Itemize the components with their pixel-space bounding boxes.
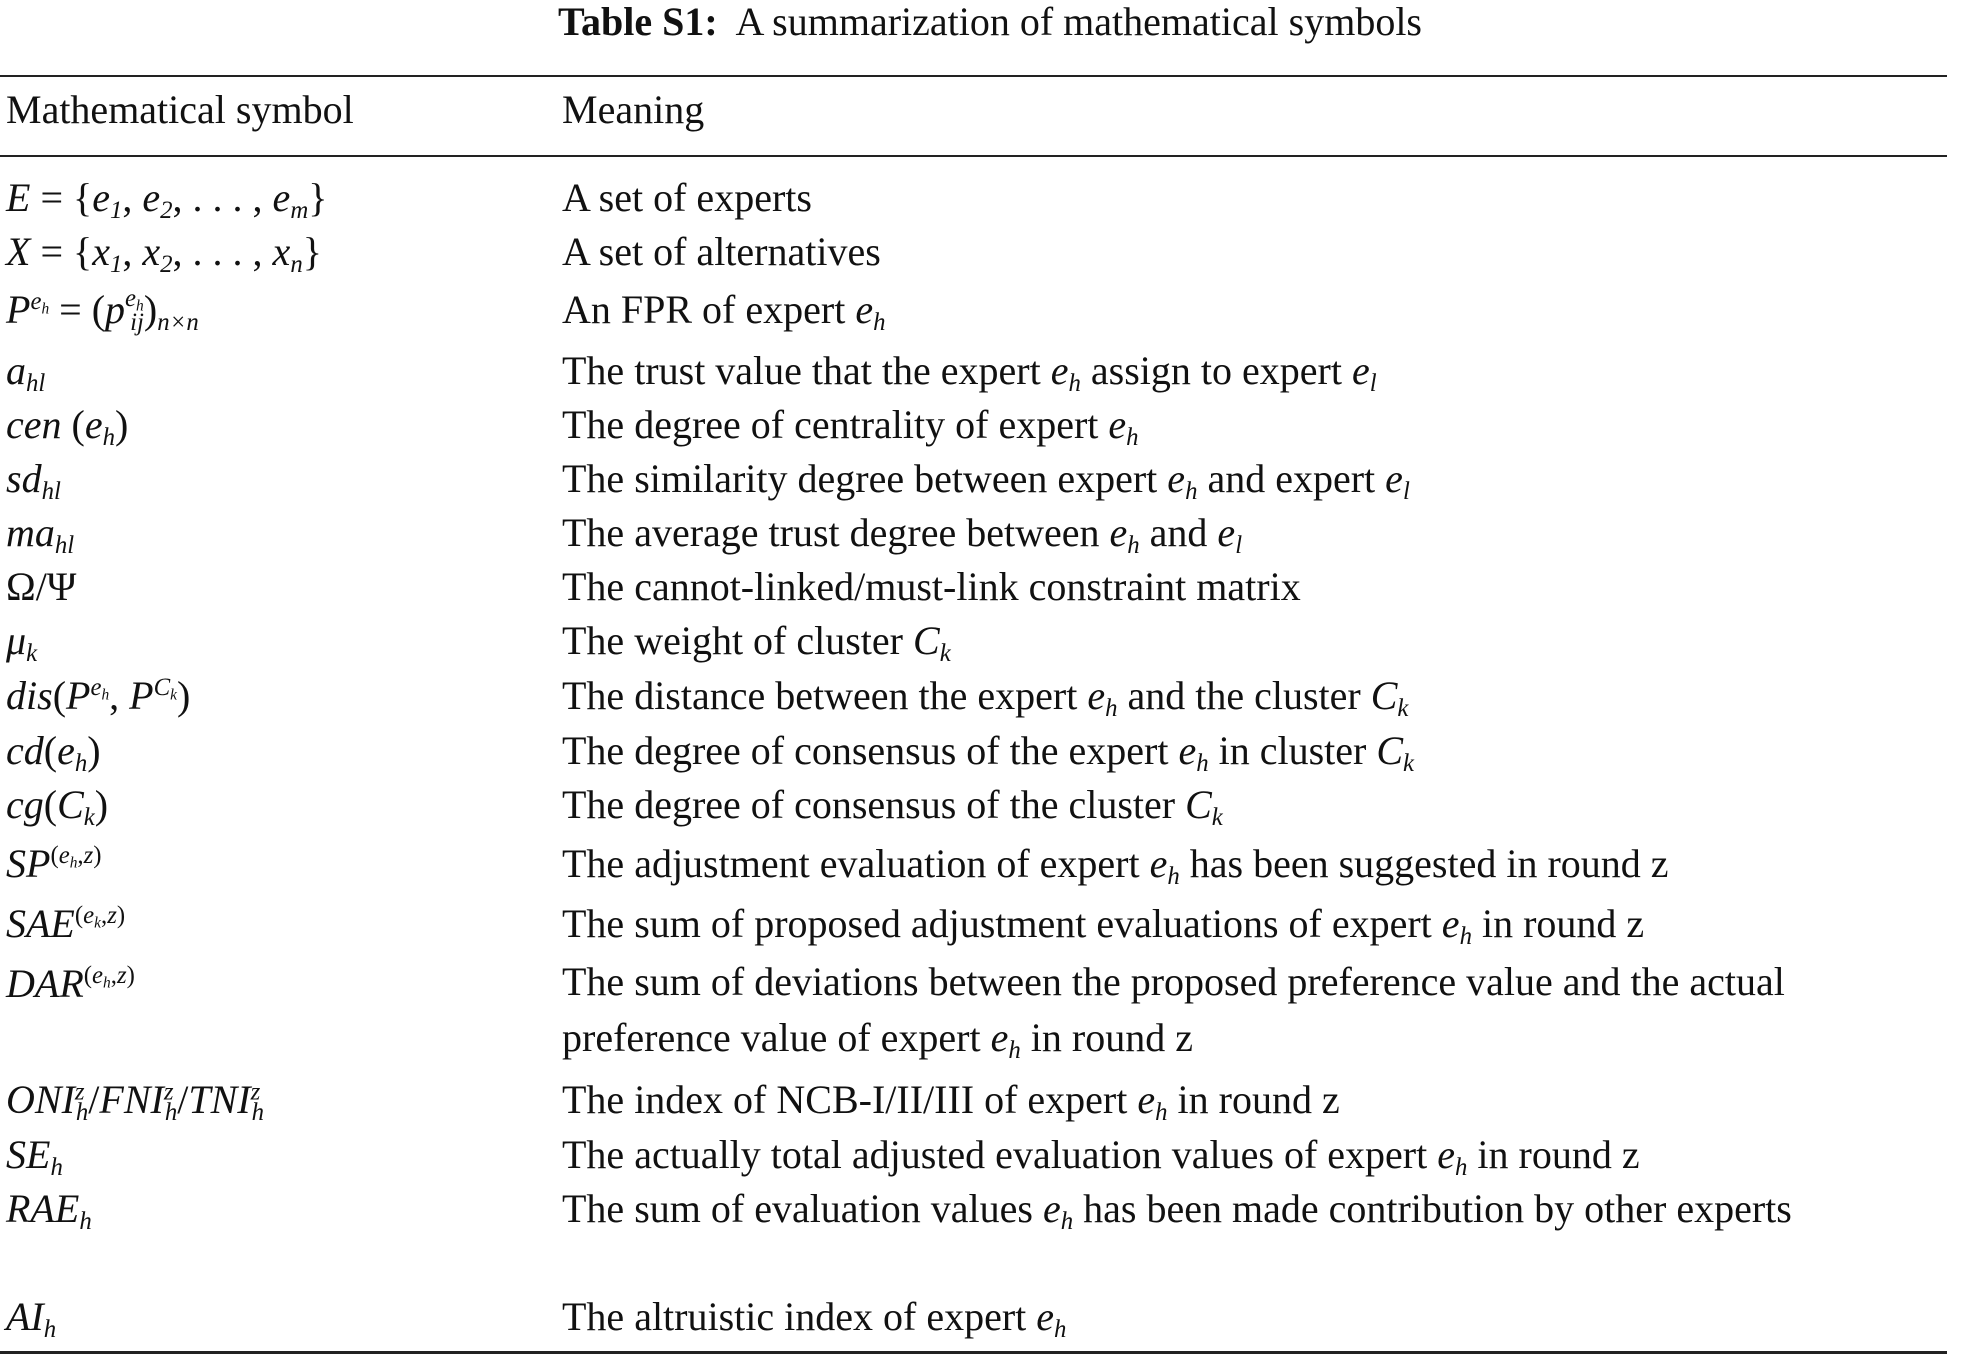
- symbol-cell: $E = \{e_1$, $e_2$, . . . , $e_m$}: [6, 175, 328, 224]
- symbol-cell: $SE_h$: [6, 1132, 63, 1181]
- symbol-cell: Ω/Ψ: [6, 564, 77, 609]
- symbol-cell: $X = \{x_1$, $x_2$, . . . , $x_n$}: [6, 229, 322, 278]
- meaning-cell: A set of experts: [562, 175, 812, 220]
- symbol-cell: $P^{e_h} = (p^{e_h}_{ij})_{n\times n}$: [6, 284, 199, 336]
- header-symbol: Mathematical symbol: [6, 87, 354, 132]
- symbol-cell: $ONI^z_h/FNI^z_h/TNI^z_h$: [6, 1077, 264, 1126]
- symbol-cell: cen $(e_h)$: [6, 402, 129, 451]
- meaning-cell: The similarity degree between expert $e_h$ and expert $e_l$: [562, 456, 1410, 505]
- symbol-cell: $sd_{hl}$: [6, 456, 61, 505]
- symbol-cell: $SP^{(e_h,z)}$: [6, 841, 102, 886]
- meaning-cell: The actually total adjusted evaluation values of expert $e_h$ in round z: [562, 1132, 1640, 1181]
- meaning-cell: The sum of proposed adjustment evaluations of expert $e_h$ in round z: [562, 901, 1645, 950]
- meaning-cell: The degree of consensus of the cluster $C_k$: [562, 782, 1223, 831]
- meaning-cell: The trust value that the expert $e_h$ assign to expert $e_l$: [562, 348, 1377, 397]
- bottom-rule: [0, 1351, 1947, 1354]
- meaning-cell: The altruistic index of expert $e_h$: [562, 1294, 1067, 1343]
- header-meaning: Meaning: [562, 87, 705, 132]
- meaning-cell: The cannot-linked/must-link constraint matrix: [562, 564, 1301, 609]
- meaning-cell: A set of alternatives: [562, 229, 881, 274]
- symbol-cell: $SAE^{(e_k,z)}$: [6, 901, 126, 946]
- caption-label: Table S1:: [557, 0, 718, 44]
- meaning-cell: The weight of cluster $C_k$: [562, 618, 951, 667]
- symbol-cell: $dis(P^{e_h}$, $P^{C_k}$): [6, 673, 191, 718]
- meaning-cell: The index of NCB-I/II/III of expert $e_h$ in round z: [562, 1077, 1340, 1126]
- symbol-cell: $ma_{hl}$: [6, 510, 75, 559]
- meaning-cell: The sum of deviations between the proposed preference value and the actual preference value of expert $e_h$ in round z: [562, 959, 1785, 1064]
- symbol-cell: $DAR^{(e_h,z)}$: [6, 961, 135, 1006]
- meaning-cell: The degree of centrality of expert $e_h$: [562, 402, 1139, 451]
- meaning-cell: The distance between the expert $e_h$ and the cluster $C_k$: [562, 673, 1409, 722]
- symbol-cell: $\mu_k$: [6, 618, 38, 667]
- symbol-cell: $cg(C_k)$: [6, 782, 109, 831]
- table-caption: [0, 0, 1980, 50]
- symbol-cell: $RAE_h$: [6, 1186, 92, 1235]
- header-rule: [0, 155, 1947, 157]
- symbol-cell: $a_{hl}$: [6, 348, 46, 397]
- symbol-cell: $cd(e_h)$: [6, 728, 101, 777]
- meaning-cell: The sum of evaluation values $e_h$ has been made contribution by other experts: [562, 1186, 1792, 1235]
- top-rule: [0, 75, 1947, 77]
- meaning-cell: The average trust degree between $e_h$ and $e_l$: [562, 510, 1243, 559]
- meaning-cell: The degree of consensus of the expert $e_h$ in cluster $C_k$: [562, 728, 1415, 777]
- caption-text: A summarization of mathematical symbols: [735, 0, 1422, 44]
- meaning-cell: The adjustment evaluation of expert $e_h$ has been suggested in round z: [562, 841, 1669, 890]
- meaning-cell: An FPR of expert $e_h$: [562, 287, 886, 336]
- symbol-cell: $AI_h$: [6, 1294, 57, 1343]
